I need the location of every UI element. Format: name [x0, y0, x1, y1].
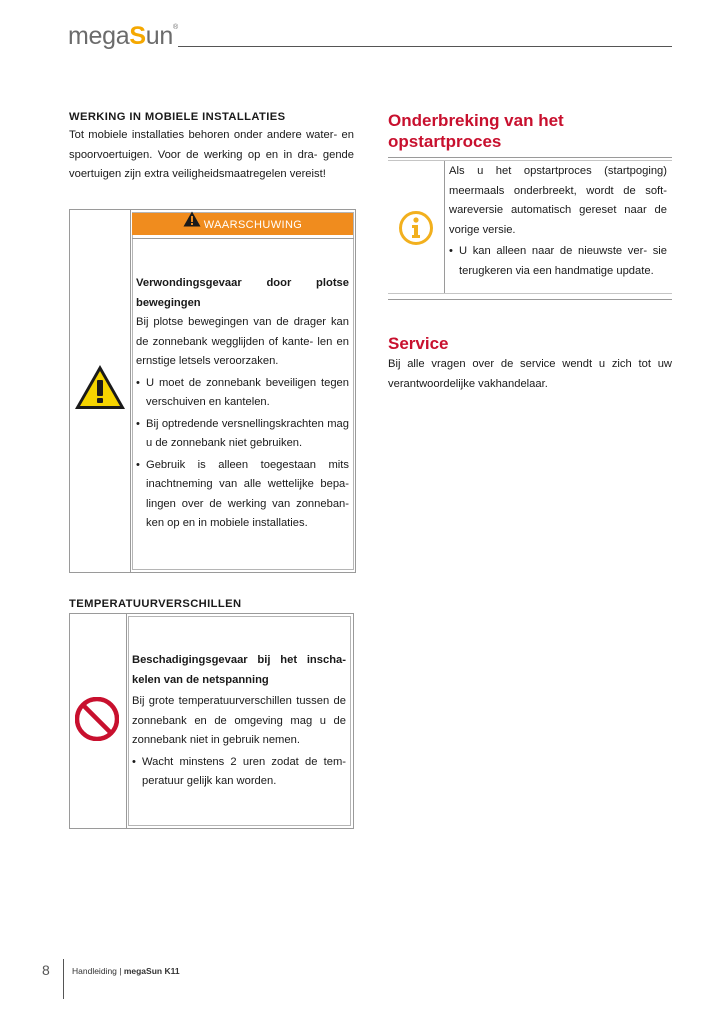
caution-box	[69, 613, 354, 829]
prohibition-icon	[75, 697, 119, 746]
caution-content	[132, 651, 346, 792]
caution-bullet-1: • Wacht minstens 2 uren zodat de tem- peratuur gelijk kan worden.	[132, 753, 346, 792]
info-bullet-list	[449, 242, 667, 281]
info-box-top-inner-line	[388, 160, 672, 161]
caution-bullet-list	[132, 753, 346, 792]
warning-bar-divider	[132, 238, 354, 239]
info-box	[388, 157, 672, 300]
info-content	[449, 162, 667, 281]
heading-startup-interruption: Onderbreking van het opstartproces	[388, 111, 564, 151]
footer-divider	[63, 959, 64, 999]
info-box-divider	[444, 161, 445, 293]
info-icon	[398, 210, 434, 251]
warning-bullet-1: • U moet de zonnebank beveiligen tegen verschuiven en kantelen.	[136, 374, 349, 413]
service-body: Bij alle vragen over de service wendt u zich tot uw verantwoordelijke vakhandelaar.	[388, 358, 672, 390]
warning-label: WAARSCHUWING	[203, 218, 303, 231]
section-heading-mobile: WERKING IN MOBIELE INSTALLATIES	[69, 111, 286, 123]
warning-content	[136, 274, 349, 534]
heading-service: Service	[388, 334, 449, 353]
caution-body: Bij grote temperatuurverschillen tussen de zonnebank en de omgeving mag u de zonnebank niet in gebruik nemen.	[132, 695, 346, 746]
section-intro-mobile: Tot mobiele installaties behoren onder andere water- en spoorvoertuigen. Voor de werking op en in dra- gende voertuigen zijn extra veiligheidsmaatregelen vereist!	[69, 129, 354, 180]
warning-box	[69, 209, 356, 573]
warning-bullet-3: • Gebruik is alleen toegestaan mits inachtneming van alle wettelijke bepa- lingen over de werking van zonneban- ken op en in mobiele installaties.	[136, 456, 349, 534]
warning-small-icon	[183, 211, 201, 235]
info-bullet-1: • U kan alleen naar de nieuwste ver- sie terugkeren via een handmatige update.	[449, 242, 667, 281]
warning-bullet-list	[136, 374, 349, 534]
logo	[68, 22, 178, 51]
warning-box-divider	[130, 210, 131, 572]
page-number: 8	[42, 962, 50, 978]
warning-triangle-icon	[74, 364, 126, 415]
footer-text	[72, 966, 180, 976]
footer-label: Handleiding |	[72, 966, 124, 976]
info-box-bottom-inner-line	[388, 293, 672, 294]
info-body: Als u het opstartproces (startpoging) meermaals onderbreekt, wordt de soft- wareversie automatisch gereset naar de vorige versie.	[449, 165, 667, 236]
caution-title: Beschadigingsgevaar bij het inscha- kelen van de netspanning	[132, 654, 346, 686]
logo-text-3: un	[145, 22, 173, 50]
warning-label-bar	[132, 213, 353, 235]
caution-box-divider	[126, 614, 127, 828]
footer-product: megaSun K11	[123, 966, 180, 976]
warning-bullet-2: • Bij optredende versnellingskrachten mag u de zonnebank niet gebruiken.	[136, 415, 349, 454]
logo-text-1: mega	[68, 22, 130, 50]
warning-title: Verwondingsgevaar door plotse bewegingen	[136, 277, 349, 309]
section-heading-temperature: TEMPERATUURVERSCHILLEN	[69, 598, 242, 610]
logo-text-2: S	[129, 22, 146, 50]
logo-registered-mark: ®	[172, 24, 178, 31]
warning-body: Bij plotse bewegingen van de drager kan de zonnebank wegglijden of kante- len en ernstige letsels veroorzaken.	[136, 316, 349, 367]
header-divider	[178, 46, 672, 47]
